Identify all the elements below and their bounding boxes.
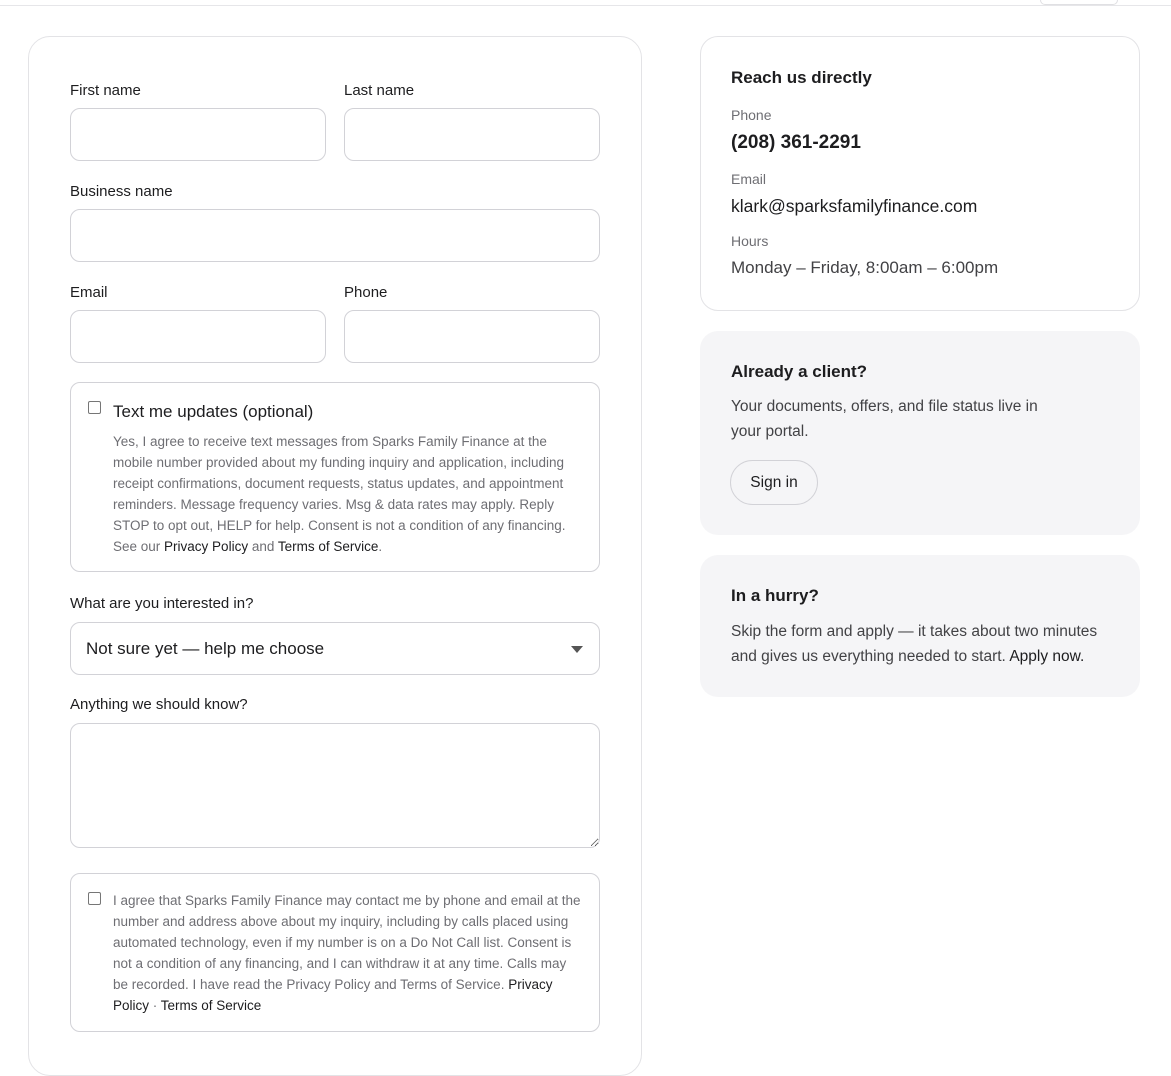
contact-email-label: Email: [731, 171, 767, 187]
interest-selected-value: Not sure yet — help me choose: [86, 639, 325, 658]
contact-consent-body: I agree that Sparks Family Finance may contact me by phone and email at the number and address above about my inquiry, including by calls placed using automated technology, even if my number is on a Do Not Call list. Consent is not a condition of any financing, and I can withdraw it at any time. Calls may be recorded. I have read the Privacy Policy and Terms of Service.: [113, 893, 581, 992]
sms-consent-title: Text me updates (optional): [113, 402, 314, 421]
contact-hours-label: Hours: [731, 233, 769, 249]
phone-input[interactable]: [344, 310, 600, 363]
contact-phone-value[interactable]: (208) 361-2291: [731, 132, 861, 153]
contact-hours-value: Monday – Friday, 8:00am – 6:00pm: [731, 258, 999, 277]
client-card-text: Your documents, offers, and file status live in your portal.: [731, 398, 1038, 440]
first-name-label: First name: [70, 82, 141, 99]
sms-privacy-policy-link[interactable]: Privacy Policy: [164, 539, 249, 554]
last-name-label: Last name: [344, 82, 415, 99]
contact-phone-label: Phone: [731, 107, 772, 123]
header-tab-edge: [1040, 0, 1118, 5]
last-name-input[interactable]: [344, 108, 600, 161]
email-label: Email: [70, 284, 108, 301]
sms-consent-body: Yes, I agree to receive text messages from Sparks Family Finance at the mobile number provided about my funding inquiry and application, including receipt confirmations, document requests, status updates, and appointment reminders. Message frequency varies. Msg & data rates may apply. Reply STOP to opt out, HELP for help. Consent is not a condition of any financing. See our: [113, 434, 566, 554]
hurry-card-body: Skip the form and apply — it takes about two minutes and gives us everything needed to start.: [731, 623, 1098, 665]
email-input[interactable]: [70, 310, 326, 363]
contact-consent-text: [113, 890, 583, 1016]
sms-consent-checkbox[interactable]: [88, 401, 101, 414]
notes-label: Anything we should know?: [70, 696, 248, 713]
chevron-down-icon: [571, 646, 583, 653]
interest-select[interactable]: [70, 622, 600, 675]
client-card-title: Already a client?: [731, 362, 868, 381]
contact-terms-of-service-link[interactable]: Terms of Service: [160, 998, 262, 1013]
hurry-card-title: In a hurry?: [731, 586, 819, 605]
sign-in-button[interactable]: Sign in: [730, 460, 818, 505]
sms-consent-text: [113, 431, 583, 557]
contact-consent-separator: ·: [149, 998, 161, 1013]
phone-label: Phone: [344, 284, 388, 301]
apply-now-link[interactable]: Apply now.: [1009, 648, 1085, 665]
contact-card-title: Reach us directly: [731, 68, 872, 87]
contact-consent-checkbox[interactable]: [88, 892, 101, 905]
hurry-card-text: [731, 619, 1121, 669]
first-name-input[interactable]: [70, 108, 326, 161]
contact-privacy-policy-link[interactable]: Privacy Policy: [113, 977, 553, 1013]
contact-email-value[interactable]: klark@sparksfamilyfinance.com: [731, 196, 978, 216]
sms-terms-of-service-link[interactable]: Terms of Service: [277, 539, 379, 554]
business-name-input[interactable]: [70, 209, 600, 262]
sms-consent-end: .: [378, 539, 383, 554]
sms-consent-and: and: [248, 539, 278, 554]
interest-label: What are you interested in?: [70, 595, 254, 612]
notes-textarea[interactable]: [70, 723, 600, 848]
business-name-label: Business name: [70, 183, 173, 200]
header-divider: [0, 5, 1171, 6]
